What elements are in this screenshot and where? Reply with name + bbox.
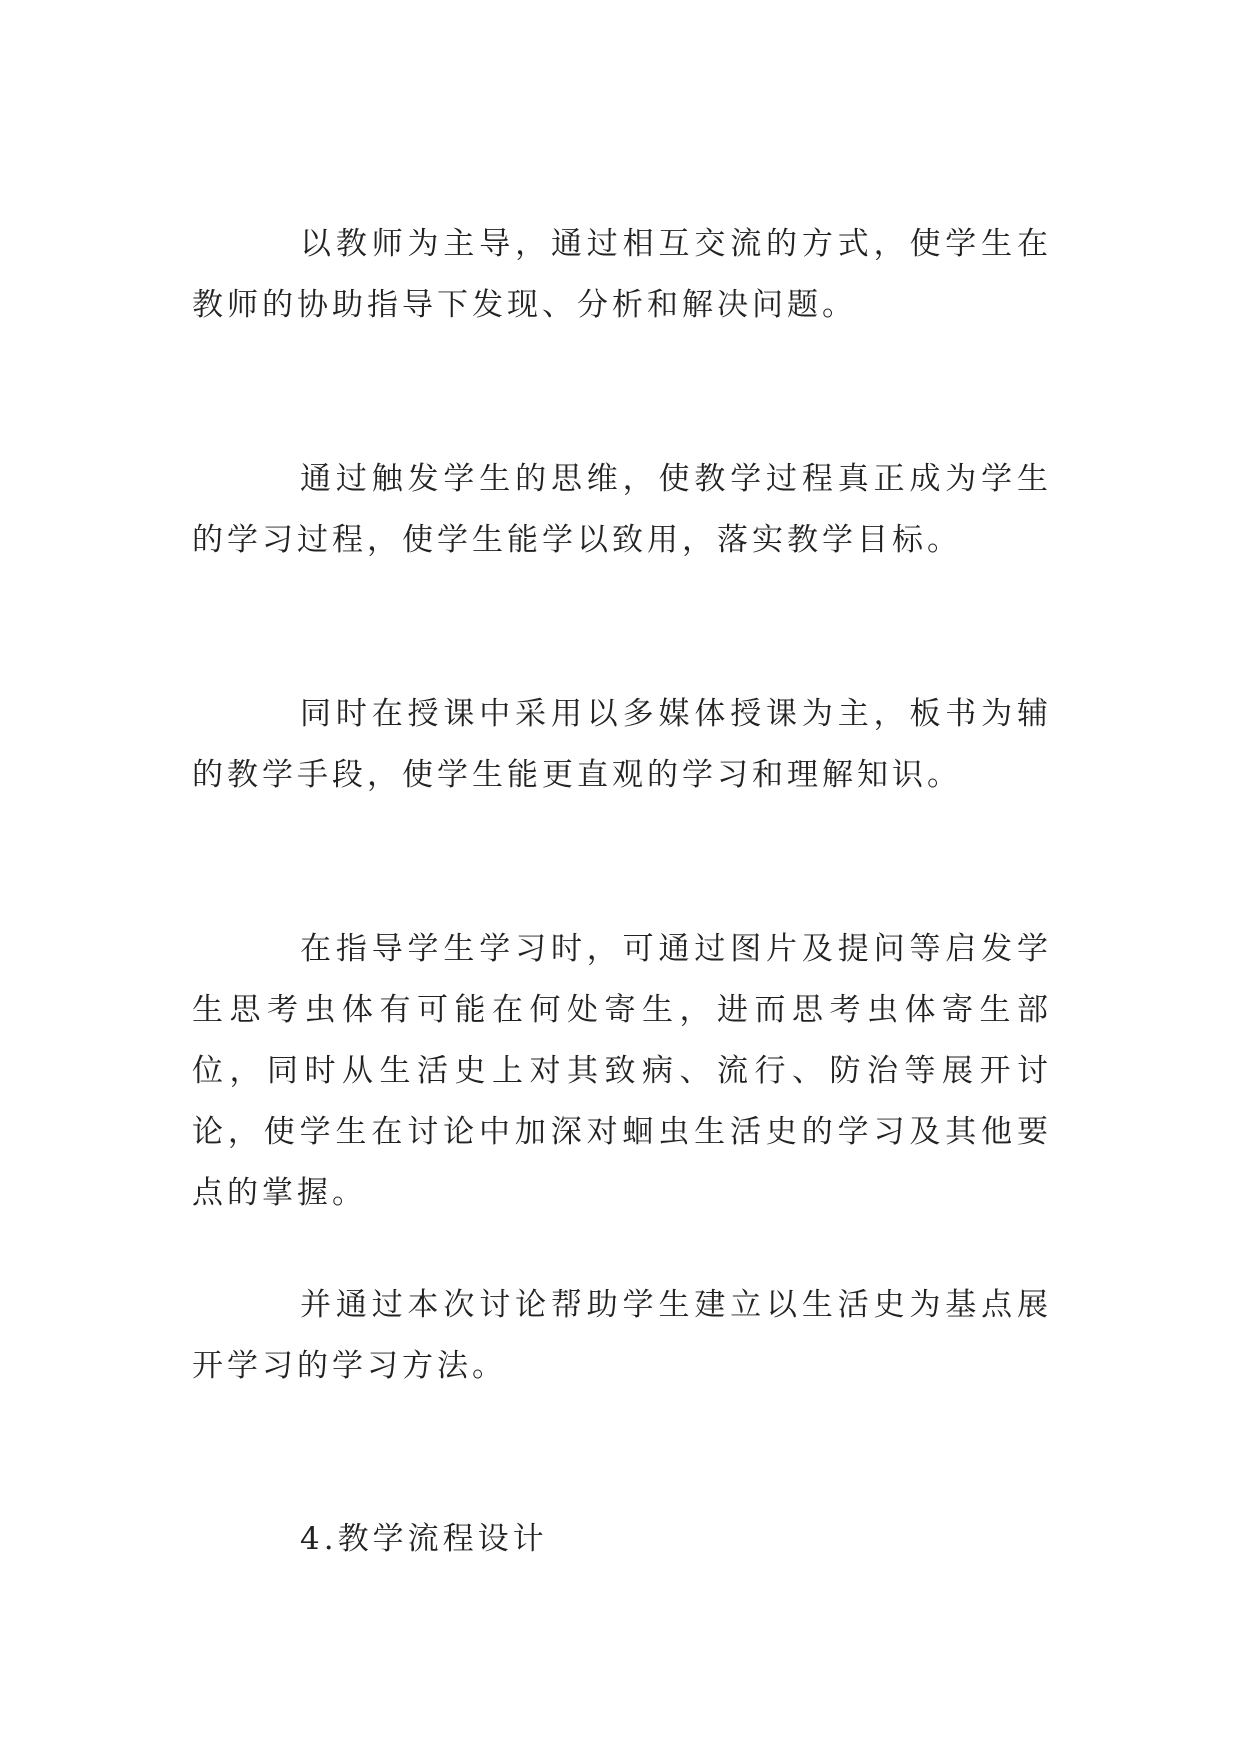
paragraph-guided-study: 在指导学生学习时，可通过图片及提问等启发学生思考虫体有可能在何处寄生，进而思考虫体寄生部位，同时从生活史上对其致病、流行、防治等展开讨论，使学生在讨论中加深对蛔虫生活史的学习及其他要点的掌握。 [192,931,1052,1211]
paragraph-stimulate-thinking: 通过触发学生的思维，使教学过程真正成为学生的学习过程，使学生能学以致用，落实教学目标。 [192,461,1052,558]
paragraph-multimedia-teaching: 同时在授课中采用以多媒体授课为主，板书为辅的教学手段，使学生能更直观的学习和理解知识。 [192,696,1052,793]
section-heading: 4.教学流程设计 [300,1521,548,1557]
paragraph-teaching-method: 以教师为主导，通过相互交流的方式，使学生在教师的协助指导下发现、分析和解决问题。 [192,226,1052,323]
paragraph-learning-method: 并通过本次讨论帮助学生建立以生活史为基点展开学习的学习方法。 [192,1287,1052,1384]
